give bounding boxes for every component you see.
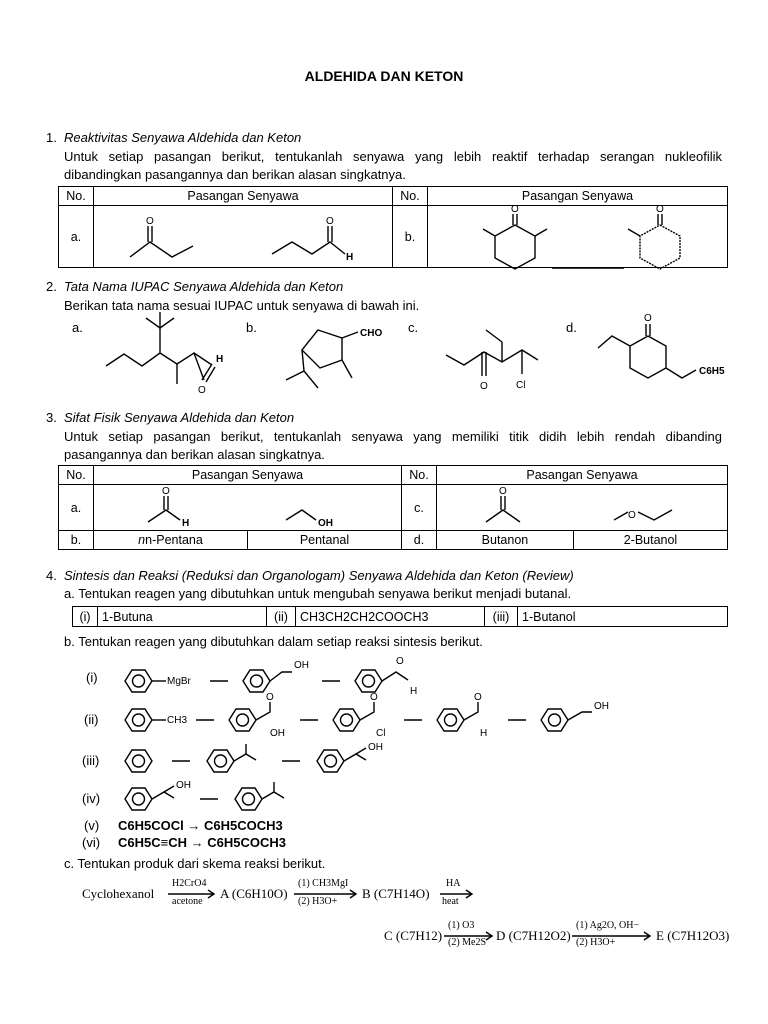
svg-text:OH: OH [318,518,333,529]
q4a-no-3: (iii) [485,607,518,627]
q4b-row-v: (v) [84,818,100,833]
q3-heading-text: Sifat Fisik Senyawa Aldehida dan Keton [64,410,295,425]
q3-col-pair-2: Pasangan Senyawa [437,466,728,485]
q4a-no-1: (i) [73,607,98,627]
q4b-row-vi: (vi) [82,835,101,850]
scheme-r2-bot: (2) H3O+ [298,896,338,907]
scheme-r5-bot: (2) H3O+ [576,937,616,948]
q3-d-right: 2-Butanol [573,531,727,550]
q2-label-d: d. [566,320,577,335]
q3-row-c: c. [402,485,437,531]
svg-text:OH: OH [270,728,285,739]
q3-row-b: b. [59,531,94,550]
svg-text:Cl: Cl [376,728,386,739]
svg-text:O: O [499,486,507,497]
svg-text:H: H [216,354,224,365]
q4-number: 4. [46,568,57,583]
q1-heading-text: Reaktivitas Senyawa Aldehida dan Keton [64,130,302,145]
q2-label-c: c. [408,320,419,335]
q4a-name-1: 1-Butuna [98,607,267,627]
scheme-B: B (C7H14O) [362,886,430,901]
svg-text:H: H [480,728,488,739]
scheme-r5-top: (1) Ag2O, OH− [576,920,640,931]
q3-b-left: nn-Pentana [94,531,248,550]
q2-instructions: Berikan tata nama sesuai IUPAC untuk senyawa di bawah ini. [64,298,420,313]
q3-d-left: Butanon [437,531,574,550]
scheme-E: E (C7H12O3) [656,928,730,943]
svg-text:O: O [396,656,404,667]
q3-col-no: No. [59,466,94,485]
svg-text:O: O [656,204,664,215]
q4-heading-text: Sintesis dan Reaksi (Reduksi dan Organologam) Senyawa Aldehida dan Keton (Review) [64,568,574,583]
q2-heading-text: Tata Nama IUPAC Senyawa Aldehida dan Keton [64,279,344,294]
svg-text:MgBr: MgBr [167,676,191,687]
q3-number: 3. [46,410,57,425]
q3-col-pair: Pasangan Senyawa [94,466,402,485]
q4b-v-equation: C6H5COCl → C6H5COCH3 [118,818,283,833]
svg-text:O: O [326,216,334,227]
svg-text:H: H [346,252,354,263]
q3-row-d: d. [402,531,437,550]
svg-text:CH3: CH3 [167,715,188,726]
svg-text:O: O [162,486,170,497]
q1-row-b: b. [393,206,428,268]
q3-col-no-2: No. [402,466,437,485]
page-title: ALDEHIDA DAN KETON [304,68,464,84]
q1-col-no: No. [59,187,94,206]
scheme-r4-top: (1) O3 [448,920,475,931]
q1-col-pair-2: Pasangan Senyawa [428,187,728,206]
q4a-name-2: CH3CH2CH2COOCH3 [296,607,485,627]
q4b-row-iv: (iv) [82,791,101,806]
q1-number: 1. [46,130,57,145]
svg-text:O: O [511,204,519,215]
svg-text:CHO: CHO [360,328,383,339]
q4b-vi-equation: C6H5C≡CH → C6H5COCH3 [118,835,286,850]
atom-o: O [146,216,154,227]
svg-text:OH: OH [594,701,609,712]
q4c-text: c. Tentukan produk dari skema reaksi berikut. [64,856,326,871]
q1-instructions: Untuk setiap pasangan berikut, tentukanlah senyawa yang lebih reaktif terhadap serangan nukleofilik dibandingkan pasangannya dan berikan alasan singkatnya. [64,149,722,182]
scheme-r2-top: (1) CH3MgI [298,878,349,889]
svg-text:O: O [628,510,636,521]
svg-text:Cl: Cl [516,380,526,391]
q2-label-a: a. [72,320,83,335]
q3-b-right: Pentanal [248,531,402,550]
q4a-name-3: 1-Butanol [518,607,728,627]
q4a-text: a. Tentukan reagen yang dibutuhkan untuk mengubah senyawa berikut menjadi butanal. [64,586,572,601]
svg-text:O: O [370,692,378,703]
svg-text:H: H [410,686,418,697]
q1-row-a: a. [59,206,94,268]
q3-row-a: a. [59,485,94,531]
svg-text:O: O [266,692,274,703]
svg-text:OH: OH [176,780,191,791]
scheme-start: Cyclohexanol [82,886,155,901]
q3-instructions: Untuk setiap pasangan berikut, tentukanlah senyawa yang memiliki titik didih lebih rendah dibanding pasangannya dan berikan alasan singkatnya. [64,429,722,462]
scheme-C: C (C7H12) [384,928,443,943]
svg-text:C6H5: C6H5 [699,366,725,377]
q3-b-left-text: n-Pentana [145,533,203,547]
scheme-A: A (C6H10O) [220,886,288,901]
scheme-D: D (C7H12O2) [496,928,571,943]
q1-col-no-2: No. [393,187,428,206]
q2-number: 2. [46,279,57,294]
svg-text:OH: OH [294,660,309,671]
scheme-r1-bot: acetone [172,896,203,907]
scheme-r4-bot: (2) Me2S [448,937,487,948]
svg-text:H: H [182,518,190,529]
svg-text:OH: OH [368,742,383,753]
q4a-no-2: (ii) [267,607,296,627]
svg-text:O: O [474,692,482,703]
scheme-r3-bot: heat [442,896,459,907]
svg-text:O: O [644,313,652,324]
q4b-row-iii: (iii) [82,753,100,768]
q4b-text: b. Tentukan reagen yang dibutuhkan dalam setiap reaksi sintesis berikut. [64,634,483,649]
svg-text:O: O [198,385,206,396]
svg-text:O: O [480,381,488,392]
q1-col-pair: Pasangan Senyawa [94,187,393,206]
q2-label-b: b. [246,320,257,335]
scheme-r1-top: H2CrO4 [172,878,207,889]
scheme-r3-top: HA [446,878,461,889]
q4b-row-ii: (ii) [84,712,99,727]
q4b-row-i: (i) [86,670,98,685]
